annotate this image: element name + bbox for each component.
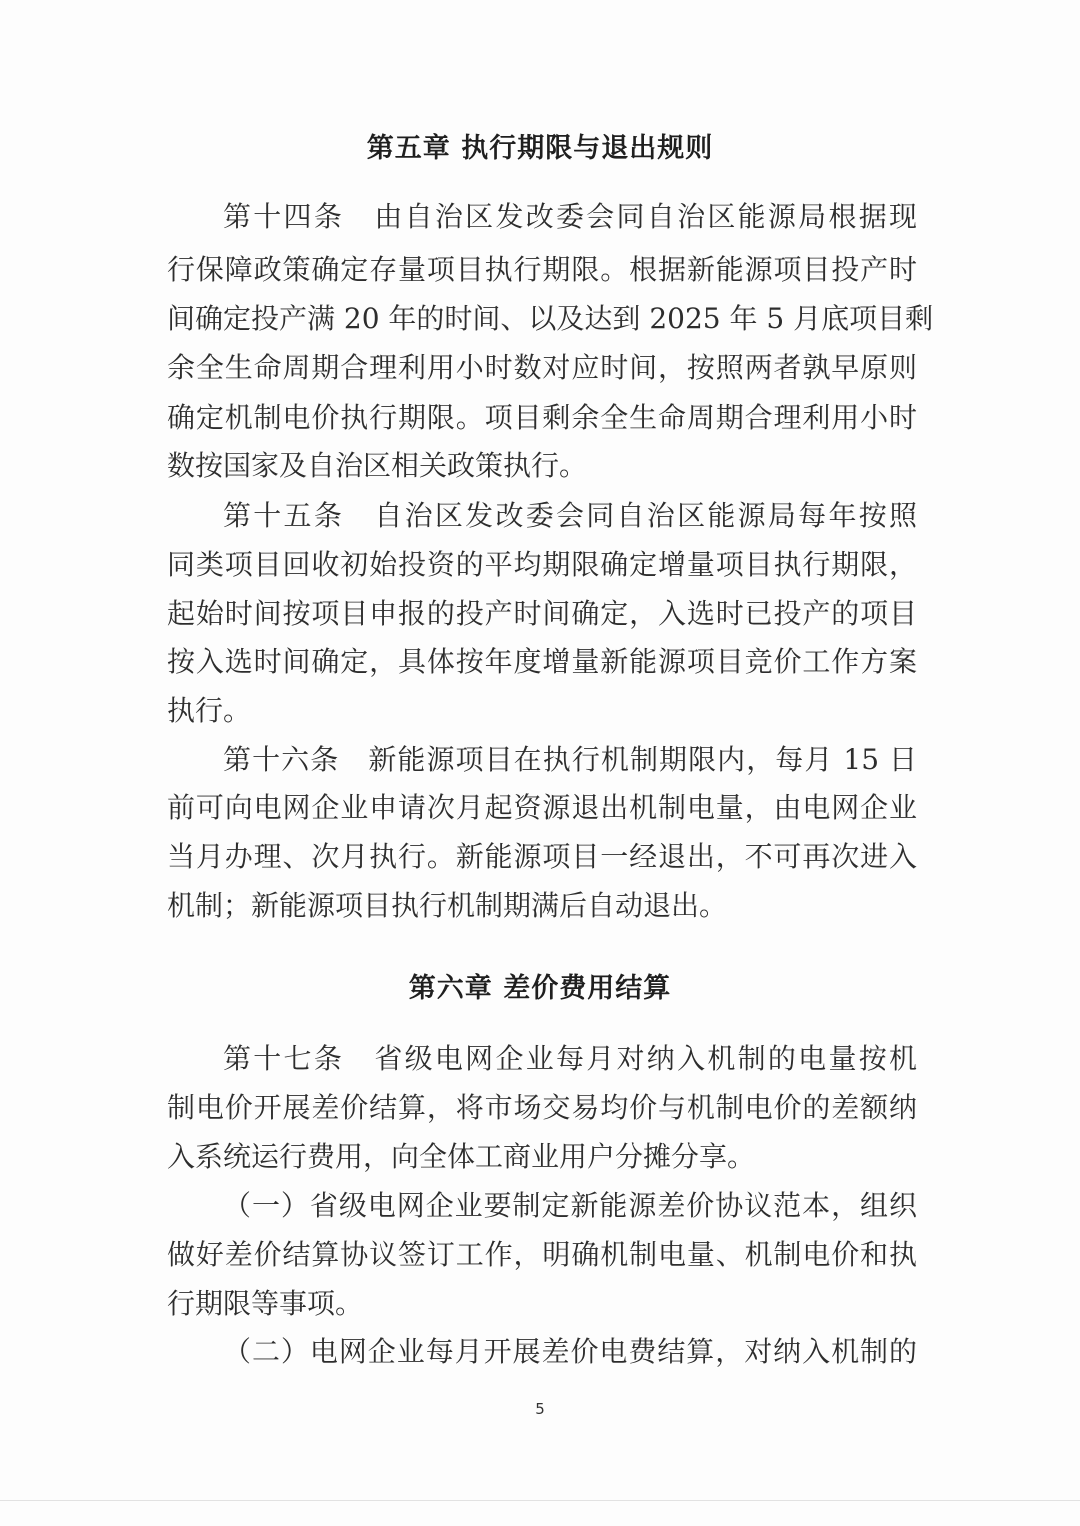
paragraph-line: 行保障政策确定存量项目执行期限。根据新能源项目投产时 xyxy=(167,253,917,286)
paragraph-line: 做好差价结算协议签订工作，明确机制电量、机制电价和执 xyxy=(167,1238,917,1271)
paragraph-line: 同类项目回收初始投资的平均期限确定增量项目执行期限， xyxy=(167,548,917,581)
page-bottom-edge xyxy=(0,1500,1080,1501)
paragraph-line: 数按国家及自治区相关政策执行。 xyxy=(167,449,588,482)
paragraph-line: 间确定投产满 20 年的时间、以及达到 2025 年 5 月底项目剩 xyxy=(167,302,934,335)
paragraph-line: 确定机制电价执行期限。项目剩余全生命周期合理利用小时 xyxy=(167,401,917,434)
paragraph-line: 按入选时间确定，具体按年度增量新能源项目竞价工作方案 xyxy=(167,645,917,678)
paragraph-line: （二）电网企业每月开展差价电费结算，对纳入机制的 xyxy=(223,1335,917,1368)
paragraph-line: 入系统运行费用，向全体工商业用户分摊分享。 xyxy=(167,1140,756,1173)
paragraph-line: 制电价开展差价结算，将市场交易均价与机制电价的差额纳 xyxy=(167,1091,917,1124)
page-number: 5 xyxy=(535,1400,545,1418)
paragraph-line: 行期限等事项。 xyxy=(167,1287,364,1320)
chapter-heading-5: 第五章 执行期限与退出规则 xyxy=(366,133,714,164)
paragraph-line: （一）省级电网企业要制定新能源差价协议范本，组织 xyxy=(223,1189,917,1222)
paragraph-line: 第十四条 由自治区发改委会同自治区能源局根据现 xyxy=(223,200,917,233)
paragraph-line: 执行。 xyxy=(167,694,252,727)
paragraph-line: 当月办理、次月执行。新能源项目一经退出，不可再次进入 xyxy=(167,840,917,873)
paragraph-line: 起始时间按项目申报的投产时间确定，入选时已投产的项目 xyxy=(167,597,917,630)
paragraph-line: 第十七条 省级电网企业每月对纳入机制的电量按机 xyxy=(223,1042,917,1075)
paragraph-line: 第十五条 自治区发改委会同自治区能源局每年按照 xyxy=(223,499,917,532)
paragraph-line: 第十六条 新能源项目在执行机制期限内，每月 15 日 xyxy=(223,743,917,776)
paragraph-line: 机制；新能源项目执行机制期满后自动退出。 xyxy=(167,889,728,922)
paragraph-line: 前可向电网企业申请次月起资源退出机制电量，由电网企业 xyxy=(167,791,917,824)
paragraph-line: 余全生命周期合理利用小时数对应时间，按照两者孰早原则 xyxy=(167,351,917,384)
chapter-heading-6: 第六章 差价费用结算 xyxy=(408,973,672,1004)
